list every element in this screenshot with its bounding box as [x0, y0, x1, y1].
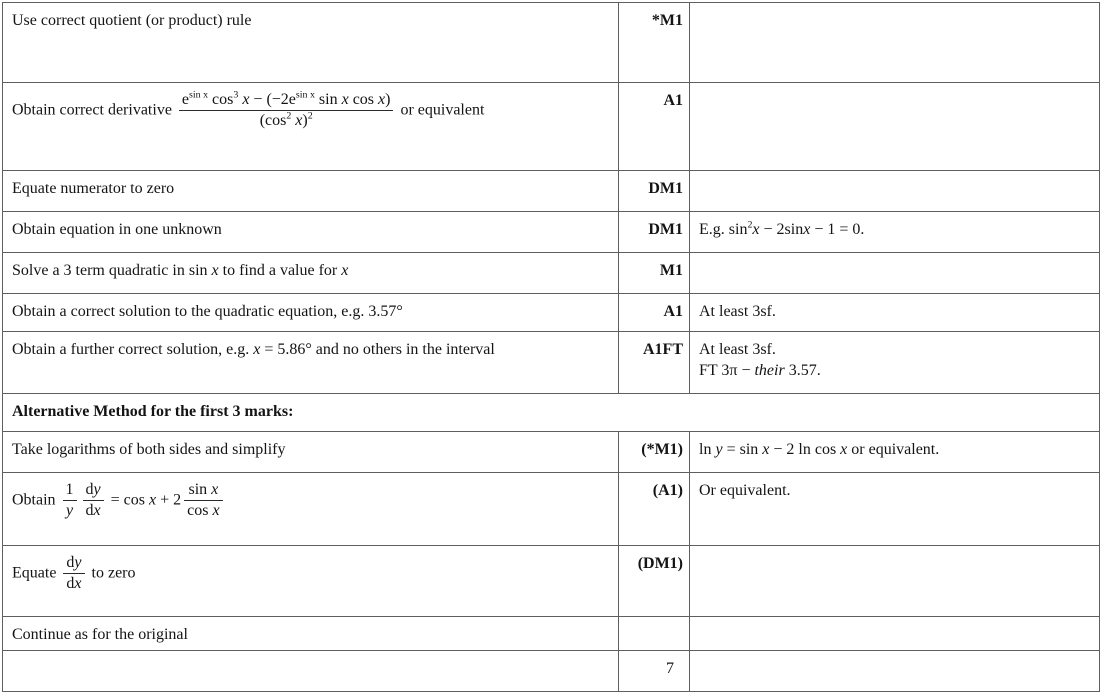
text-segment: x: [211, 481, 219, 498]
text-segment: x: [253, 341, 261, 358]
mark-scheme-row: [3, 332, 1100, 394]
text-segment: d: [85, 502, 94, 520]
fraction-denominator: [179, 110, 394, 130]
mark-cell: [619, 253, 690, 294]
text-segment: Equate numerator to zero: [12, 180, 175, 197]
description-cell: [3, 3, 619, 83]
text-segment: y: [65, 502, 74, 520]
alternative-method-header-cell: [3, 394, 1100, 432]
text-segment: or equivalent: [396, 101, 485, 119]
text-segment: d: [66, 554, 75, 571]
text-segment: x: [212, 502, 220, 520]
mark-scheme-row: [3, 83, 1100, 171]
text-line: [12, 402, 1093, 423]
text-segment: or equivalent.: [847, 441, 940, 458]
fraction: [63, 554, 84, 594]
text-segment: d: [85, 481, 94, 498]
text-segment: sin x: [295, 89, 315, 101]
mark-cell: [619, 650, 690, 691]
comment-cell: [690, 253, 1100, 294]
text-segment: ): [385, 91, 391, 108]
text-segment: cos: [348, 91, 379, 108]
mark-scheme-row: [3, 546, 1100, 617]
text-segment: Obtain correct derivative: [12, 101, 176, 119]
text-segment: x: [378, 91, 386, 108]
description-cell: [3, 212, 619, 253]
mark-cell: [619, 332, 690, 394]
mark-label: 7: [666, 659, 674, 677]
text-segment: x: [762, 441, 770, 458]
description-cell: [3, 546, 619, 617]
comment-cell: [690, 3, 1100, 83]
text-segment: + 2: [156, 491, 182, 509]
fraction-numerator: [63, 481, 77, 500]
text-segment: 2: [286, 111, 292, 123]
text-segment: 3: [233, 89, 239, 101]
text-line: [699, 302, 1093, 323]
comment-cell: [690, 171, 1100, 212]
text-line: [12, 554, 612, 594]
text-segment: − 2sin: [759, 221, 804, 238]
text-line: [12, 625, 612, 646]
mark-label: DM1: [648, 221, 683, 238]
text-segment: x: [341, 91, 349, 108]
fraction-numerator: [63, 554, 84, 573]
mark-scheme-row: [3, 3, 1100, 83]
mark-cell: [619, 212, 690, 253]
text-line: [12, 91, 612, 131]
mark-label: A1: [663, 92, 683, 109]
fraction: [179, 91, 394, 131]
text-segment: − (−2e: [249, 91, 296, 108]
text-segment: sin: [314, 91, 342, 108]
text-segment: (cos: [259, 112, 287, 130]
description-cell: [3, 294, 619, 332]
text-segment: x: [149, 491, 157, 509]
text-segment: cos: [187, 502, 213, 520]
fraction-numerator: [179, 91, 394, 110]
description-cell: [3, 650, 619, 691]
text-segment: cos: [208, 91, 234, 108]
mark-cell: [619, 473, 690, 546]
mark-cell: [619, 3, 690, 83]
text-segment: sin x: [189, 89, 209, 101]
comment-cell: [690, 546, 1100, 617]
mark-cell: [619, 294, 690, 332]
mark-scheme-row: [3, 432, 1100, 473]
text-segment: 2: [307, 111, 313, 123]
text-segment: − 1 = 0.: [810, 221, 865, 238]
mark-scheme-row: [3, 294, 1100, 332]
mark-scheme-row: [3, 473, 1100, 546]
text-segment: y: [93, 481, 101, 498]
text-segment: Obtain equation in one unknown: [12, 221, 222, 238]
mark-cell: [619, 546, 690, 617]
text-segment: Or equivalent.: [699, 482, 791, 499]
text-line: [12, 481, 612, 521]
text-segment: Solve a 3 term quadratic in sin: [12, 262, 212, 279]
text-segment: Use correct quotient (or product) rule: [12, 12, 252, 29]
text-segment: ): [302, 112, 308, 130]
mark-label: (A1): [652, 482, 683, 499]
description-cell: [3, 171, 619, 212]
text-segment: = sin: [722, 441, 763, 458]
mark-scheme-row: [3, 394, 1100, 432]
mark-scheme-row: [3, 212, 1100, 253]
fraction: [184, 481, 222, 521]
mark-label: (*M1): [641, 441, 683, 458]
text-line: [12, 302, 612, 323]
comment-cell: [690, 294, 1100, 332]
fraction-denominator: [63, 573, 84, 593]
text-line: [699, 361, 1093, 382]
mark-cell: [619, 432, 690, 473]
mark-scheme-rows: [3, 3, 1100, 692]
mark-scheme-row: [3, 650, 1100, 691]
comment-cell: [690, 617, 1100, 651]
fraction-denominator: [63, 500, 77, 520]
fraction-numerator: [83, 481, 104, 500]
fraction-denominator: [184, 500, 222, 520]
fraction-denominator: [83, 500, 104, 520]
text-segment: 2: [747, 219, 753, 231]
mark-scheme-row: [3, 171, 1100, 212]
text-segment: = cos: [106, 491, 150, 509]
text-segment: 1: [65, 481, 74, 498]
text-segment: their: [754, 361, 785, 379]
text-segment: = 5.86° and no others in the interval: [260, 341, 495, 358]
text-segment: ln: [699, 441, 716, 458]
fraction: [63, 481, 77, 521]
text-segment: − 2 ln cos: [769, 441, 841, 458]
text-line: [699, 440, 1093, 461]
comment-cell: [690, 83, 1100, 171]
text-segment: x: [74, 575, 82, 593]
description-cell: [3, 432, 619, 473]
text-segment: E.g. sin: [699, 221, 748, 238]
mark-label: (DM1): [637, 555, 683, 572]
comment-cell: [690, 650, 1100, 691]
text-segment: x: [242, 91, 250, 108]
text-segment: Alternative Method for the first 3 marks:: [12, 403, 294, 420]
text-segment: to find a value for: [218, 262, 342, 279]
mark-label: M1: [659, 262, 683, 279]
text-segment: x: [211, 262, 219, 279]
text-line: [699, 340, 1093, 361]
mark-scheme-table: [2, 2, 1100, 692]
fraction-numerator: [184, 481, 222, 500]
text-line: [699, 220, 1093, 241]
mark-cell: [619, 171, 690, 212]
description-cell: [3, 473, 619, 546]
text-segment: to zero: [87, 564, 136, 582]
description-cell: [3, 617, 619, 651]
comment-cell: [690, 212, 1100, 253]
mark-label: A1: [663, 303, 683, 320]
text-segment: d: [66, 575, 75, 593]
mark-label: A1FT: [643, 341, 683, 358]
comment-cell: [690, 473, 1100, 546]
mark-scheme-row: [3, 253, 1100, 294]
text-segment: y: [74, 554, 82, 571]
text-segment: Obtain a further correct solution, e.g.: [12, 341, 254, 358]
text-segment: FT 3π −: [699, 361, 755, 379]
text-segment: x: [752, 221, 760, 238]
text-segment: x: [93, 502, 101, 520]
text-line: [12, 440, 612, 461]
description-cell: [3, 253, 619, 294]
text-line: [699, 481, 1093, 502]
mark-label: *M1: [651, 12, 683, 29]
mark-cell: [619, 83, 690, 171]
text-segment: x: [295, 112, 303, 130]
text-line: [12, 11, 612, 32]
comment-cell: [690, 332, 1100, 394]
text-segment: 3.57.: [784, 361, 821, 379]
text-segment: Equate: [12, 564, 61, 582]
fraction: [83, 481, 104, 521]
comment-cell: [690, 432, 1100, 473]
description-cell: [3, 83, 619, 171]
description-cell: [3, 332, 619, 394]
text-segment: x: [840, 441, 848, 458]
text-segment: Continue as for the original: [12, 626, 188, 643]
text-segment: Obtain: [12, 491, 60, 509]
text-line: [12, 179, 612, 200]
text-line: [12, 220, 612, 241]
text-line: [12, 340, 612, 361]
text-segment: x: [341, 262, 349, 279]
mark-cell: [619, 617, 690, 651]
text-segment: Obtain a correct solution to the quadratic equation, e.g. 3.57°: [12, 303, 403, 320]
mark-scheme-row: [3, 617, 1100, 651]
text-segment: sin: [188, 481, 212, 498]
text-segment: e: [181, 91, 190, 108]
mark-label: DM1: [648, 180, 683, 197]
text-line: [12, 261, 612, 282]
text-segment: At least 3sf.: [699, 341, 776, 358]
text-segment: Take logarithms of both sides and simplify: [12, 441, 286, 458]
text-segment: y: [715, 441, 723, 458]
text-segment: At least 3sf.: [699, 303, 776, 320]
text-segment: x: [803, 221, 811, 238]
